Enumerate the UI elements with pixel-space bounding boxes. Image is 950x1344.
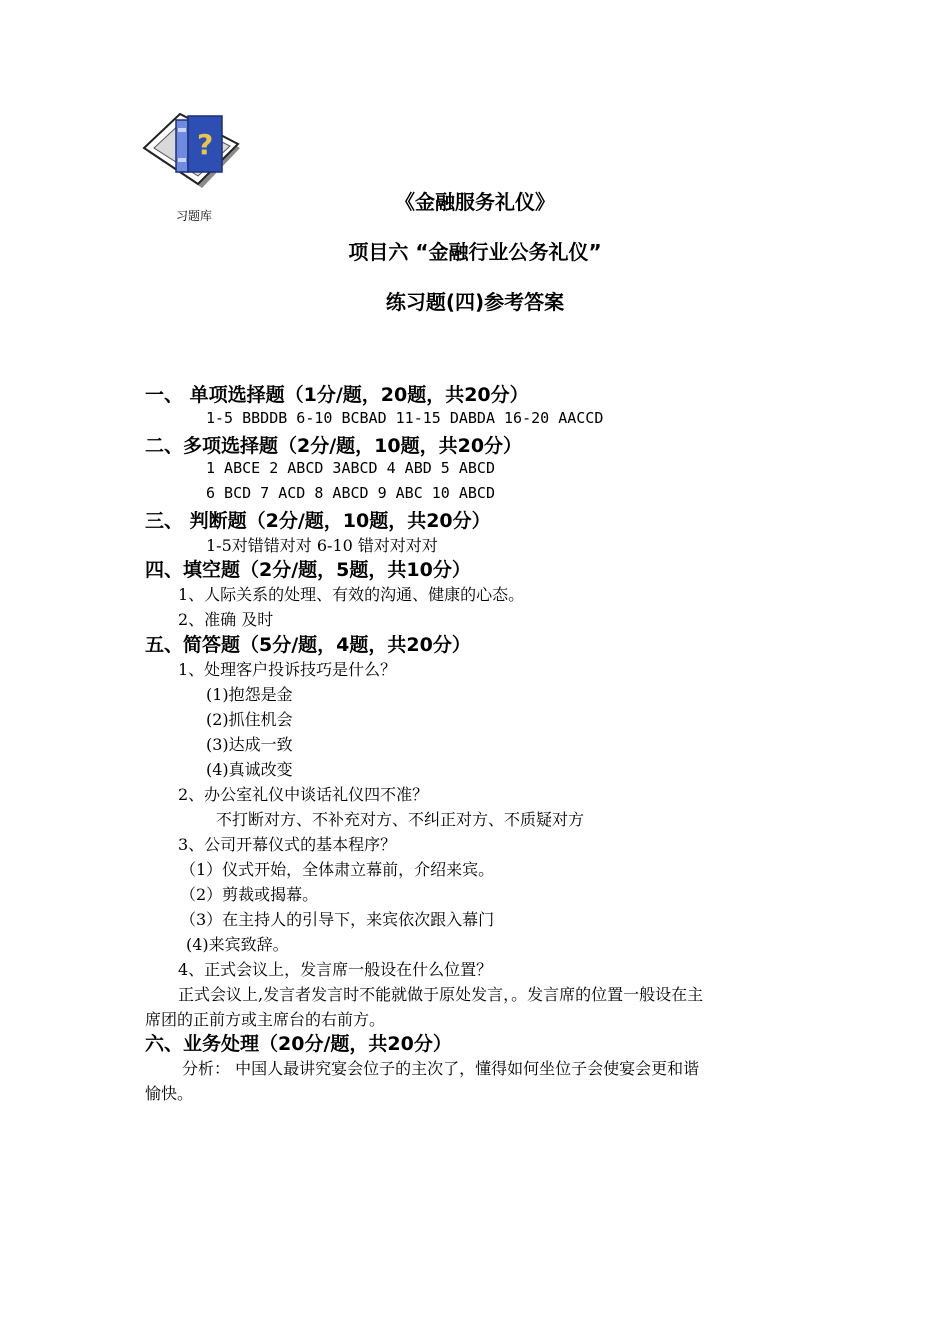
section-5-heading: 五、简答题（5分/题，4题，共20分） <box>145 634 471 656</box>
section-5-question-3: 3、公司开幕仪式的基本程序？ <box>178 835 397 854</box>
exercise-title: 练习题(四)参考答案 <box>385 290 565 314</box>
section-5-q1-item-2: (2)抓住机会 <box>206 710 293 729</box>
section-6-analysis-line1: 分析： 中国人最讲究宴会位子的主次了，懂得如何坐位子会使宴会更和谐 <box>182 1059 700 1078</box>
section-4-heading: 四、填空题（2分/题，5题，共10分） <box>145 559 471 581</box>
section-5-q4-answer-line2: 席团的正前方或主席台的右前方。 <box>145 1010 386 1029</box>
section-5-question-2: 2、办公室礼仪中谈话礼仪四不准？ <box>178 785 429 804</box>
section-5-question-1: 1、处理客户投诉技巧是什么？ <box>178 660 397 679</box>
section-5-q2-answer: 不打断对方、不补充对方、不纠正对方、不质疑对方 <box>216 810 585 829</box>
section-5-q3-item-1: （1）仪式开始，全体肃立幕前，介绍来宾。 <box>180 860 495 879</box>
project-title: 项目六 “金融行业公务礼仪” <box>348 240 602 264</box>
section-2-answers-line1: 1 ABCE 2 ABCD 3ABCD 4 ABD 5 ABCD <box>206 459 495 477</box>
section-2-heading: 二、多项选择题（2分/题，10题，共20分） <box>145 435 523 457</box>
section-5-q3-item-4: (4)来宾致辞。 <box>186 935 289 954</box>
section-4-answer-1: 1、人际关系的处理、有效的沟通、健康的心态。 <box>178 585 525 604</box>
section-1-heading: 一、 单项选择题（1分/题，20题，共20分） <box>145 384 529 406</box>
logo-caption: 习题库 <box>176 209 213 223</box>
section-5-question-4: 4、正式会议上，发言席一般设在什么位置？ <box>178 960 493 979</box>
section-6-analysis-line2: 愉快。 <box>145 1084 194 1103</box>
section-2-answers-line2: 6 BCD 7 ACD 8 ABCD 9 ABC 10 ABCD <box>206 484 495 502</box>
course-title: 《金融服务礼仪》 <box>395 190 555 214</box>
section-5-q4-answer-line1: 正式会议上,发言者发言时不能就做于原处发言，。发言席的位置一般设在主 <box>178 985 704 1004</box>
svg-text:?: ? <box>197 128 214 161</box>
section-4-answer-2: 2、准确 及时 <box>178 610 274 629</box>
section-1-answers: 1-5 BBDDB 6-10 BCBAD 11-15 DABDA 16-20 AACCD <box>206 409 604 427</box>
section-3-answers: 1-5对错错对对 6-10 错对对对对 <box>206 536 438 555</box>
section-5-q3-item-2: （2）剪裁或揭幕。 <box>180 885 319 904</box>
section-6-heading: 六、业务处理（20分/题，共20分） <box>145 1033 452 1055</box>
section-3-heading: 三、 判断题（2分/题，10题，共20分） <box>145 510 491 532</box>
section-5-q3-item-3: （3）在主持人的引导下，来宾依次跟入幕门 <box>180 910 495 929</box>
section-5-q1-item-1: (1)抱怨是金 <box>206 685 293 704</box>
section-5-q1-item-4: (4)真诚改变 <box>206 760 293 779</box>
section-5-q1-item-3: (3)达成一致 <box>206 735 293 754</box>
